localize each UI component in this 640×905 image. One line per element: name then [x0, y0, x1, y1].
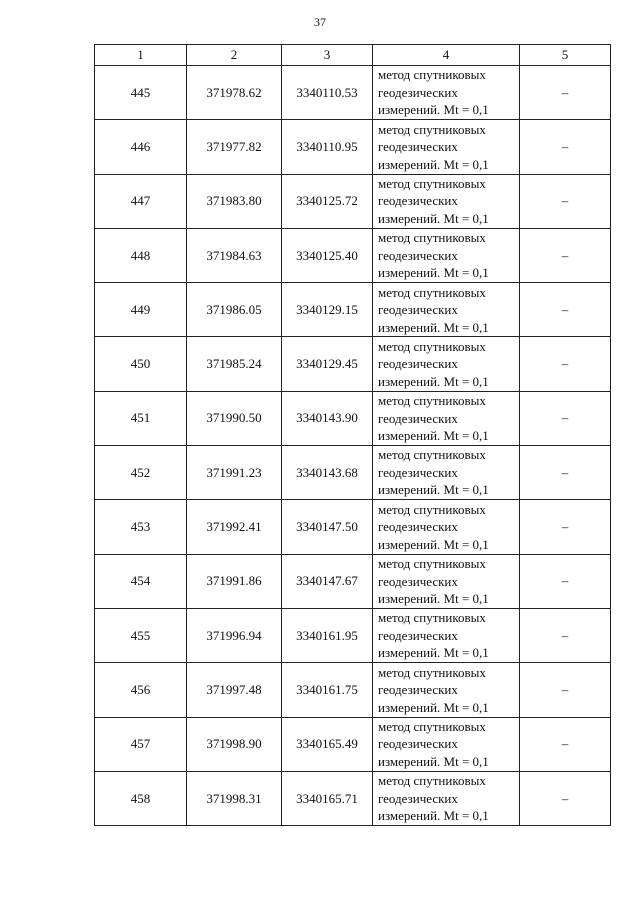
- method-cell: метод спутниковых геодезических измерений. Mt = 0,1: [373, 771, 520, 825]
- header-col-4: 4: [373, 45, 520, 66]
- coordinates-table: [94, 44, 611, 826]
- y-coordinate-cell: 3340161.75: [282, 663, 373, 717]
- method-cell: метод спутниковых геодезических измерений. Mt = 0,1: [373, 608, 520, 662]
- y-coordinate-cell: 3340147.67: [282, 554, 373, 608]
- method-cell: метод спутниковых геодезических измерений. Mt = 0,1: [373, 554, 520, 608]
- note-cell: –: [520, 771, 611, 825]
- method-cell: метод спутниковых геодезических измерений. Mt = 0,1: [373, 283, 520, 337]
- table-row: [95, 771, 611, 825]
- note-cell: –: [520, 120, 611, 174]
- note-cell: –: [520, 608, 611, 662]
- note-cell: –: [520, 337, 611, 391]
- header-row: [95, 45, 611, 66]
- method-cell: метод спутниковых геодезических измерений. Mt = 0,1: [373, 337, 520, 391]
- table-row: [95, 391, 611, 445]
- point-number-cell: 451: [95, 391, 187, 445]
- y-coordinate-cell: 3340129.15: [282, 283, 373, 337]
- table-row: [95, 717, 611, 771]
- method-cell: метод спутниковых геодезических измерений. Mt = 0,1: [373, 174, 520, 228]
- x-coordinate-cell: 371983.80: [187, 174, 282, 228]
- y-coordinate-cell: 3340125.40: [282, 228, 373, 282]
- point-number-cell: 452: [95, 446, 187, 500]
- point-number-cell: 449: [95, 283, 187, 337]
- point-number-cell: 456: [95, 663, 187, 717]
- table-row: [95, 283, 611, 337]
- method-cell: метод спутниковых геодезических измерений. Mt = 0,1: [373, 228, 520, 282]
- table-row: [95, 608, 611, 662]
- x-coordinate-cell: 371998.90: [187, 717, 282, 771]
- method-cell: метод спутниковых геодезических измерений. Mt = 0,1: [373, 66, 520, 120]
- x-coordinate-cell: 371991.86: [187, 554, 282, 608]
- method-cell: метод спутниковых геодезических измерений. Mt = 0,1: [373, 120, 520, 174]
- note-cell: –: [520, 717, 611, 771]
- method-cell: метод спутниковых геодезических измерений. Mt = 0,1: [373, 663, 520, 717]
- header-col-1: 1: [95, 45, 187, 66]
- note-cell: –: [520, 228, 611, 282]
- point-number-cell: 458: [95, 771, 187, 825]
- table-row: [95, 337, 611, 391]
- y-coordinate-cell: 3340110.95: [282, 120, 373, 174]
- point-number-cell: 454: [95, 554, 187, 608]
- x-coordinate-cell: 371996.94: [187, 608, 282, 662]
- y-coordinate-cell: 3340110.53: [282, 66, 373, 120]
- x-coordinate-cell: 371990.50: [187, 391, 282, 445]
- note-cell: –: [520, 554, 611, 608]
- table-row: [95, 663, 611, 717]
- note-cell: –: [520, 66, 611, 120]
- method-cell: метод спутниковых геодезических измерений. Mt = 0,1: [373, 391, 520, 445]
- y-coordinate-cell: 3340143.68: [282, 446, 373, 500]
- x-coordinate-cell: 371986.05: [187, 283, 282, 337]
- x-coordinate-cell: 371991.23: [187, 446, 282, 500]
- point-number-cell: 447: [95, 174, 187, 228]
- note-cell: –: [520, 446, 611, 500]
- table-row: [95, 446, 611, 500]
- x-coordinate-cell: 371978.62: [187, 66, 282, 120]
- table-body: [95, 66, 611, 826]
- point-number-cell: 448: [95, 228, 187, 282]
- note-cell: –: [520, 174, 611, 228]
- table-row: [95, 500, 611, 554]
- x-coordinate-cell: 371977.82: [187, 120, 282, 174]
- note-cell: –: [520, 663, 611, 717]
- point-number-cell: 445: [95, 66, 187, 120]
- y-coordinate-cell: 3340125.72: [282, 174, 373, 228]
- table-row: [95, 228, 611, 282]
- header-col-2: 2: [187, 45, 282, 66]
- point-number-cell: 446: [95, 120, 187, 174]
- point-number-cell: 457: [95, 717, 187, 771]
- table-row: [95, 66, 611, 120]
- point-number-cell: 453: [95, 500, 187, 554]
- y-coordinate-cell: 3340129.45: [282, 337, 373, 391]
- y-coordinate-cell: 3340165.49: [282, 717, 373, 771]
- page-number: 37: [314, 15, 326, 29]
- method-cell: метод спутниковых геодезических измерений. Mt = 0,1: [373, 446, 520, 500]
- x-coordinate-cell: 371985.24: [187, 337, 282, 391]
- header-col-5: 5: [520, 45, 611, 66]
- header-col-3: 3: [282, 45, 373, 66]
- y-coordinate-cell: 3340147.50: [282, 500, 373, 554]
- table-row: [95, 174, 611, 228]
- y-coordinate-cell: 3340161.95: [282, 608, 373, 662]
- table-header: [95, 45, 611, 66]
- y-coordinate-cell: 3340165.71: [282, 771, 373, 825]
- note-cell: –: [520, 283, 611, 337]
- x-coordinate-cell: 371984.63: [187, 228, 282, 282]
- point-number-cell: 455: [95, 608, 187, 662]
- x-coordinate-cell: 371998.31: [187, 771, 282, 825]
- table-row: [95, 554, 611, 608]
- table-row: [95, 120, 611, 174]
- x-coordinate-cell: 371997.48: [187, 663, 282, 717]
- x-coordinate-cell: 371992.41: [187, 500, 282, 554]
- point-number-cell: 450: [95, 337, 187, 391]
- y-coordinate-cell: 3340143.90: [282, 391, 373, 445]
- note-cell: –: [520, 391, 611, 445]
- method-cell: метод спутниковых геодезических измерений. Mt = 0,1: [373, 717, 520, 771]
- method-cell: метод спутниковых геодезических измерений. Mt = 0,1: [373, 500, 520, 554]
- note-cell: –: [520, 500, 611, 554]
